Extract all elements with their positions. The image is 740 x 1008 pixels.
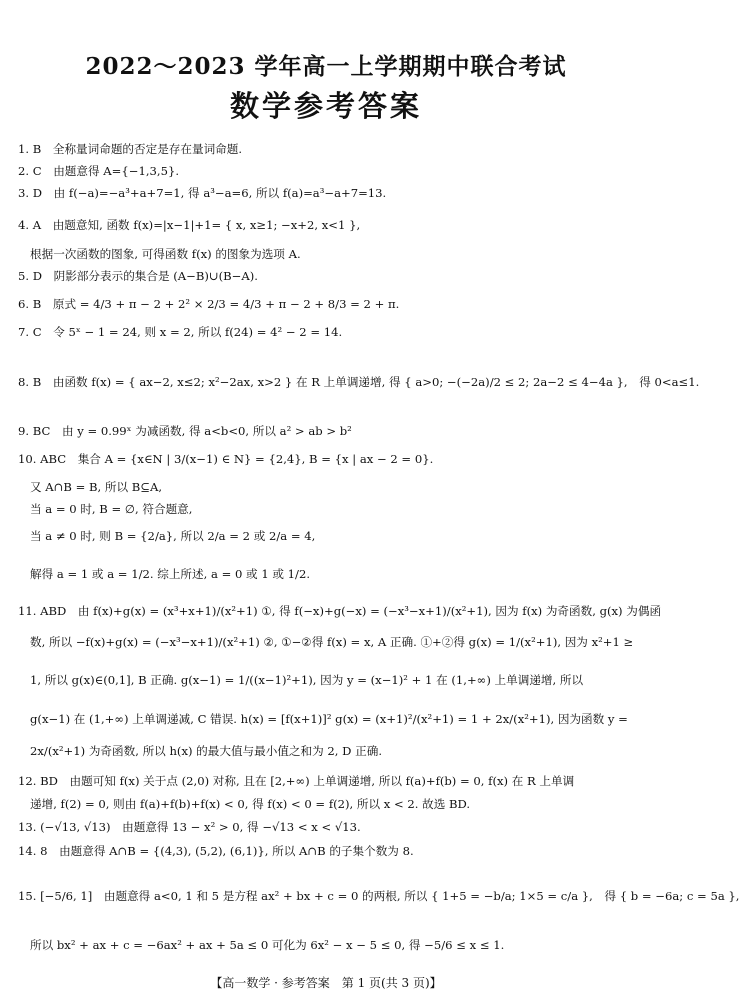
answer-line: 当 a = 0 时, B = ∅, 符合题意, — [30, 502, 193, 516]
answer-line: 1, 所以 g(x)∈(0,1], B 正确. g(x−1) = 1/((x−1)²+1), 因为 y = (x−1)² + 1 在 (1,+∞) 上单调递增, 所以 — [30, 673, 584, 687]
answer-line: 10. ABC 集合 A = {x∈N | 3/(x−1) ∈ N} = {2,4}, B = {x | ax − 2 = 0}. — [18, 452, 434, 466]
answer-line: 当 a ≠ 0 时, 则 B = {2/a}, 所以 2/a = 2 或 2/a = 4, — [30, 529, 316, 543]
answer-line: 4. A 由题意知, 函数 f(x)=|x−1|+1= { x, x≥1; −x+2, x<1 }, — [18, 218, 361, 232]
answer-line: 递增, f(2) = 0, 则由 f(a)+f(b)+f(x) < 0, 得 f(x) < 0 = f(2), 所以 x < 2. 故选 BD. — [30, 797, 471, 811]
answer-line: 5. D 阴影部分表示的集合是 (A−B)∪(B−A). — [18, 269, 258, 283]
answer-line: 15. [−5/6, 1] 由题意得 a<0, 1 和 5 是方程 ax² + bx + c = 0 的两根, 所以 { 1+5 = −b/a; 1×5 = c/a }, 得 { b = −6a; c = 5a }, — [18, 889, 740, 903]
answer-line: 12. BD 由题可知 f(x) 关于点 (2,0) 对称, 且在 [2,+∞) 上单调递增, 所以 f(a)+f(b) = 0, f(x) 在 R 上单调 — [18, 774, 575, 788]
answer-line: 数, 所以 −f(x)+g(x) = (−x³−x+1)/(x²+1) ②, ①−②得 f(x) = x, A 正确. ①+②得 g(x) = 1/(x²+1), 因为 x²+1 ≥ — [30, 635, 634, 649]
page-subtitle: 数学参考答案 — [229, 89, 422, 123]
answer-line: 又 A∩B = B, 所以 B⊆A, — [30, 480, 163, 494]
answer-line: 6. B 原式 = 4/3 + π − 2 + 2² × 2/3 = 4/3 + π − 2 + 8/3 = 2 + π. — [18, 297, 400, 311]
page-footer: 【高一数学 · 参考答案 第 1 页(共 3 页)】 — [210, 976, 442, 990]
answer-line: 2. C 由题意得 A={−1,3,5}. — [18, 164, 180, 178]
answer-line: 11. ABD 由 f(x)+g(x) = (x³+x+1)/(x²+1) ①, 得 f(−x)+g(−x) = (−x³−x+1)/(x²+1), 因为 f(x) 为奇函数, g(x) 为偶函 — [18, 604, 662, 618]
answer-line: 3. D 由 f(−a)=−a³+a+7=1, 得 a³−a=6, 所以 f(a)=a³−a+7=13. — [18, 186, 387, 200]
answer-line: 7. C 令 5ˣ − 1 = 24, 则 x = 2, 所以 f(24) = 4² − 2 = 14. — [18, 325, 343, 339]
page-title: 2022～2023 学年高一上学期期中联合考试 — [85, 53, 567, 80]
answer-line: 1. B 全称量词命题的否定是存在量词命题. — [18, 142, 243, 156]
answer-line: 13. (−√13, √13) 由题意得 13 − x² > 0, 得 −√13 < x < √13. — [18, 820, 361, 834]
answer-line: 解得 a = 1 或 a = 1/2. 综上所述, a = 0 或 1 或 1/2. — [30, 567, 311, 581]
answer-line: g(x−1) 在 (1,+∞) 上单调递减, C 错误. h(x) = [f(x+1)]² g(x) = (x+1)²/(x²+1) = 1 + 2x/(x²+1), 因为函数 y = — [30, 712, 628, 726]
answer-line: 所以 bx² + ax + c = −6ax² + ax + 5a ≤ 0 可化为 6x² − x − 5 ≤ 0, 得 −5/6 ≤ x ≤ 1. — [30, 938, 505, 952]
answer-line: 8. B 由函数 f(x) = { ax−2, x≤2; x²−2ax, x>2 } 在 R 上单调递增, 得 { a>0; −(−2a)/2 ≤ 2; 2a−2 ≤ 4−4a }, 得 0<a≤1. — [18, 375, 700, 389]
answer-line: 9. BC 由 y = 0.99ˣ 为减函数, 得 a<b<0, 所以 a² > ab > b² — [18, 424, 352, 438]
answer-line: 2x/(x²+1) 为奇函数, 所以 h(x) 的最大值与最小值之和为 2, D 正确. — [30, 744, 383, 758]
answer-line: 14. 8 由题意得 A∩B = {(4,3), (5,2), (6,1)}, 所以 A∩B 的子集个数为 8. — [18, 844, 414, 858]
answer-line: 根据一次函数的图象, 可得函数 f(x) 的图象为选项 A. — [30, 247, 301, 261]
